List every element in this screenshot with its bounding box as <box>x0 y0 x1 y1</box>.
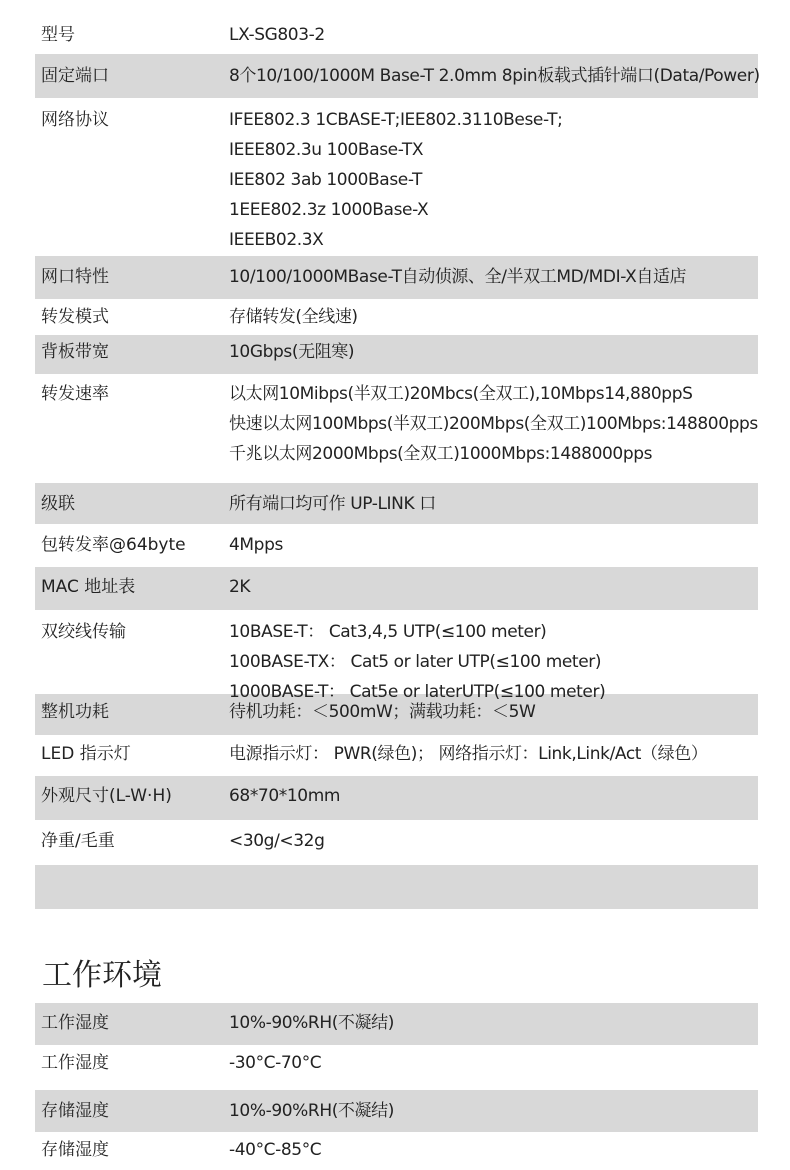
env-3-value-line: -40°C-85°C <box>229 1140 322 1160</box>
spec-9-row <box>35 567 758 610</box>
spec-7-label: 级联 <box>41 494 75 514</box>
spec-10-label: 双绞线传输 <box>41 622 126 642</box>
env-3-row <box>35 1132 758 1170</box>
spec-6-value-line: 以太网10Mibps(半双工)20Mbcs(全双工),10Mbps14,880ppS <box>229 384 693 404</box>
env-1-row <box>35 1045 758 1090</box>
spec-13-value <box>229 781 758 820</box>
spec-15-row <box>35 865 758 909</box>
section-title-environment: 工作环境 <box>42 958 162 993</box>
spec-1-value-line: 8个10/100/1000M Base-T 2.0mm 8pin板载式插针端口(Data/Power) <box>229 66 760 86</box>
spec-15-value <box>229 865 758 909</box>
spec-7-row <box>35 483 758 524</box>
spec-10-value <box>229 617 758 702</box>
spec-6-value-line: 千兆以太网2000Mbps(全双工)1000Mbps:1488000pps <box>229 444 653 464</box>
spec-2-value-line: IEE802 3ab 1000Base-T <box>229 170 422 190</box>
spec-table <box>35 16 758 909</box>
spec-11-value-line: 待机功耗：＜500mW；满载功耗：＜5W <box>229 702 536 722</box>
env-0-value-line: 10%-90%RH(不凝结) <box>229 1013 394 1033</box>
spec-10-value-line: 1000BASE-T： Cat5e or laterUTP(≤100 meter) <box>229 682 606 702</box>
env-2-row <box>35 1090 758 1132</box>
spec-9-label: MAC 地址表 <box>41 577 136 597</box>
spec-2-value <box>229 105 758 256</box>
env-2-value-line: 10%-90%RH(不凝结) <box>229 1101 394 1121</box>
spec-13-value-line: 68*70*10mm <box>229 786 341 806</box>
spec-8-value <box>229 530 758 567</box>
spec-8-row <box>35 524 758 567</box>
env-0-label: 工作湿度 <box>41 1013 109 1033</box>
spec-7-value <box>229 489 758 524</box>
spec-3-label: 网口特性 <box>41 267 109 287</box>
spec-12-row <box>35 735 758 776</box>
spec-9-value <box>229 572 758 610</box>
spec-13-label: 外观尺寸(L-W·H) <box>41 786 172 806</box>
spec-0-value-line: LX-SG803-2 <box>229 25 325 45</box>
environment-table <box>35 1003 758 1170</box>
spec-0-label: 型号 <box>41 25 75 45</box>
spec-12-value-line: 电源指示灯： PWR(绿色)； 网络指示灯：Link,Link/Act（绿色） <box>229 744 708 764</box>
spec-2-row <box>35 98 758 256</box>
env-1-label: 工作湿度 <box>41 1053 109 1073</box>
spec-6-value-line: 快速以太网100Mbps(半双工)200Mbps(全双工)100Mbps:148800pps <box>229 414 758 434</box>
env-3-value <box>229 1135 758 1170</box>
spec-14-row <box>35 820 758 865</box>
spec-11-row <box>35 694 758 735</box>
spec-5-row <box>35 335 758 374</box>
spec-5-value <box>229 337 758 374</box>
spec-4-value <box>229 302 758 335</box>
spec-1-row <box>35 54 758 98</box>
env-0-row <box>35 1003 758 1045</box>
spec-7-value-line: 所有端口均可作 UP-LINK 口 <box>229 494 436 514</box>
env-3-label: 存储湿度 <box>41 1140 109 1160</box>
spec-10-value-line: 10BASE-T： Cat3,4,5 UTP(≤100 meter) <box>229 622 547 642</box>
spec-2-value-line: IFEE802.3 1CBASE-T;IEE802.3110Bese-T; <box>229 110 563 130</box>
spec-2-label: 网络协议 <box>41 110 109 130</box>
env-0-value <box>229 1008 758 1045</box>
spec-4-label: 转发模式 <box>41 307 109 327</box>
spec-10-value-line: 100BASE-TX： Cat5 or later UTP(≤100 meter) <box>229 652 602 672</box>
spec-6-value <box>229 379 758 483</box>
spec-6-row <box>35 374 758 483</box>
spec-3-value <box>229 262 758 299</box>
env-1-value-line: -30°C-70°C <box>229 1053 322 1073</box>
spec-4-value-line: 存储转发(全线速) <box>229 307 358 327</box>
spec-12-label: LED 指示灯 <box>41 744 131 764</box>
spec-9-value-line: 2K <box>229 577 251 597</box>
spec-2-value-line: IEEE802.3u 100Base-TX <box>229 140 424 160</box>
spec-14-label: 净重/毛重 <box>41 831 115 851</box>
spec-15-label <box>35 865 229 909</box>
spec-0-row <box>35 16 758 54</box>
spec-5-label: 背板带宽 <box>41 342 109 362</box>
spec-13-row <box>35 776 758 820</box>
spec-2-value-line: IEEEB02.3X <box>229 230 324 250</box>
spec-12-value <box>229 739 758 776</box>
spec-14-value-line: <30g/<32g <box>229 831 325 851</box>
env-2-value <box>229 1096 758 1132</box>
env-1-value <box>229 1048 758 1090</box>
spec-8-label: 包转发率@64byte <box>41 535 186 555</box>
spec-3-value-line: 10/100/1000MBase-T自动侦源、全/半双工MD/MDI-X自适店 <box>229 267 687 287</box>
spec-11-value <box>229 697 758 735</box>
spec-1-label: 固定端口 <box>41 66 109 86</box>
spec-4-row <box>35 299 758 335</box>
env-2-label: 存储湿度 <box>41 1101 109 1121</box>
spec-11-label: 整机功耗 <box>41 702 109 722</box>
spec-14-value <box>229 826 758 865</box>
spec-3-row <box>35 256 758 299</box>
spec-0-value <box>229 20 758 54</box>
spec-8-value-line: 4Mpps <box>229 535 283 555</box>
spec-2-value-line: 1EEE802.3z 1000Base-X <box>229 200 429 220</box>
spec-1-value <box>229 61 760 98</box>
spec-5-value-line: 10Gbps(无阻寒) <box>229 342 355 362</box>
spec-6-label: 转发速率 <box>41 384 109 404</box>
spec-10-row <box>35 610 758 702</box>
